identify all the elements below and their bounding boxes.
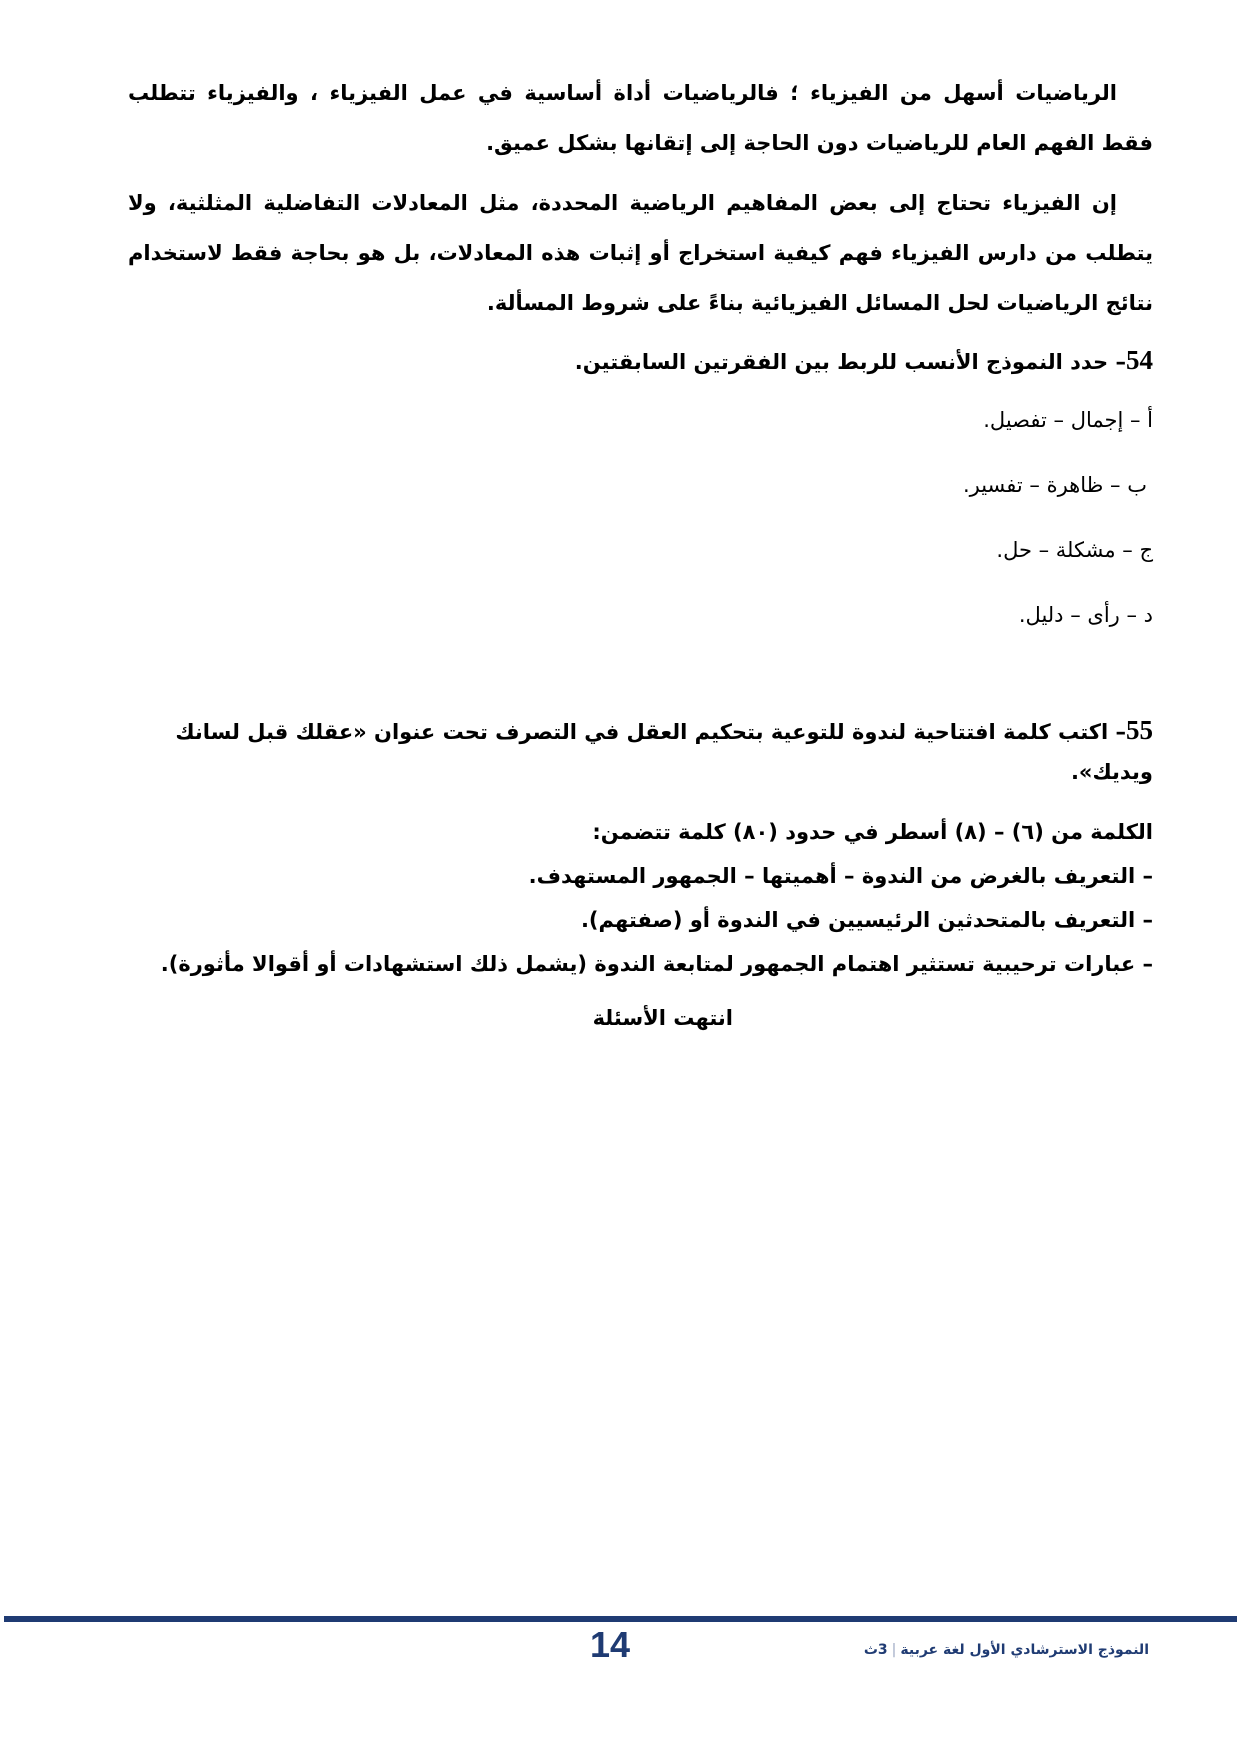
question-54 bbox=[128, 340, 1153, 382]
instruction-line: – التعريف بالمتحدثين الرئيسيين في الندوة أو (صفتهم). bbox=[580, 908, 1153, 932]
instruction-line: – عبارات ترحيبية تستثير اهتمام الجمهور لمتابعة الندوة (يشمل ذلك استشهادات أو أقوالا مأثورة). bbox=[160, 952, 1153, 976]
question-55 bbox=[128, 710, 1153, 792]
instruction-line: – التعريف بالغرض من الندوة – أهميتها – الجمهور المستهدف. bbox=[528, 864, 1153, 888]
question-54-options bbox=[128, 400, 1153, 635]
footer-exam-title: النموذج الاسترشادي الأول لغة عربية bbox=[900, 1642, 1149, 1658]
question-55-dash: – bbox=[1115, 720, 1126, 744]
question-55-number: 55 bbox=[1126, 715, 1153, 745]
option-c: ج – مشكلة – حل. bbox=[996, 538, 1153, 562]
instruction-line: الكلمة من (٦) – (٨) أسطر في حدود (٨٠) كلمة تتضمن: bbox=[592, 820, 1153, 844]
passage-paragraph-1: الرياضيات أسهل من الفيزياء ؛ فالرياضيات أداة أساسية في عمل الفيزياء ، والفيزياء تتطلب فقط الفهم العام للرياضيات دون الحاجة إلى إتقانها بشكل عميق. bbox=[128, 81, 1153, 155]
option-d: د – رأى – دليل. bbox=[1018, 603, 1153, 627]
option-b: ب – ظاهرة – تفسير. bbox=[962, 473, 1147, 497]
footer-grade: 3ث bbox=[863, 1642, 888, 1658]
end-of-questions: انتهت الأسئلة bbox=[592, 1006, 733, 1030]
footer-separator: | bbox=[891, 1642, 897, 1658]
question-54-number: 54 bbox=[1126, 345, 1153, 375]
question-55-text: اكتب كلمة افتتاحية لندوة للتوعية بتحكيم العقل في التصرف تحت عنوان «عقلك قبل لسانك ويديك». bbox=[175, 720, 1153, 784]
option-a: أ – إجمال – تفصيل. bbox=[983, 408, 1153, 432]
footer-divider bbox=[4, 1616, 1237, 1622]
page-number: 14 bbox=[589, 1624, 631, 1665]
question-54-text: حدد النموذج الأنسب للربط بين الفقرتين السابقتين. bbox=[574, 350, 1116, 374]
page-content bbox=[128, 68, 1153, 1040]
question-55-instructions bbox=[128, 810, 1153, 986]
question-54-dash: – bbox=[1115, 350, 1126, 374]
passage-paragraph-2: إن الفيزياء تحتاج إلى بعض المفاهيم الرياضية المحددة، مثل المعادلات التفاضلية المثلثية، ولا يتطلب من دارس الفيزياء فهم كيفية استخراج أو إثبات هذه المعادلات، بل هو بحاجة فقط لاستخدام نتائج الرياضيات لحل المسائل الفيزيائية بناءً على شروط المسألة. bbox=[128, 191, 1153, 315]
footer-label bbox=[864, 1642, 1149, 1658]
